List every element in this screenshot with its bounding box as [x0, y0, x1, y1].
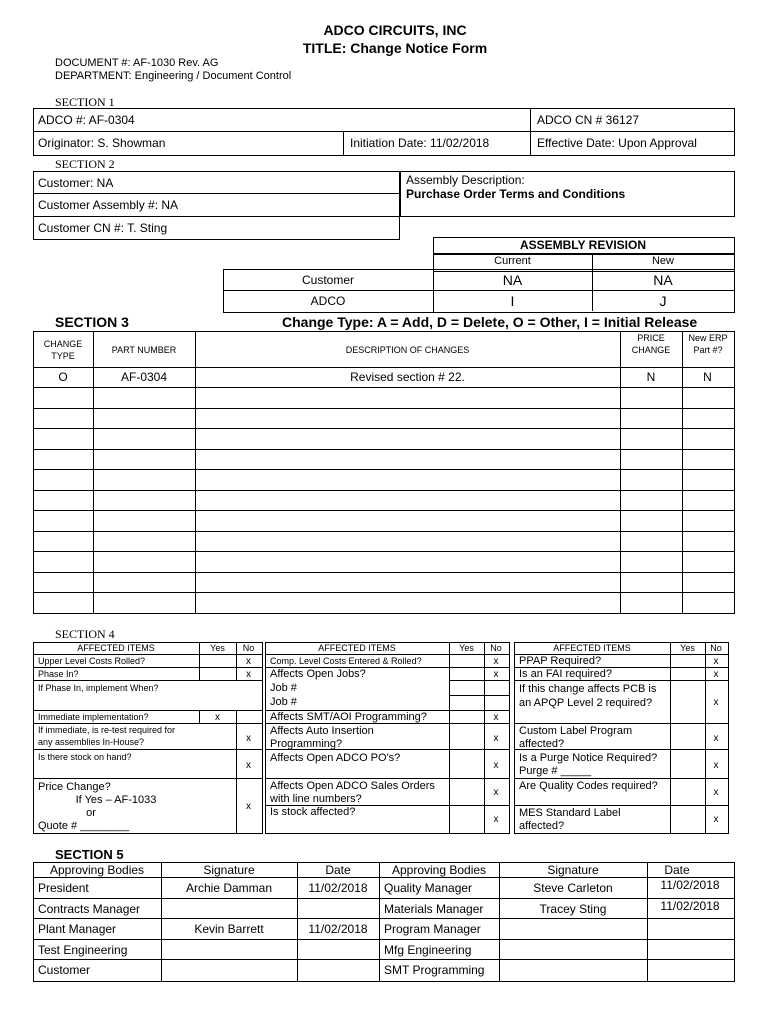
department: DEPARTMENT: Engineering / Document Control — [55, 70, 292, 82]
revision-adco-label: ADCO — [310, 294, 346, 308]
section5-label: SECTION 5 — [55, 847, 124, 862]
c3-hdr-no: No — [710, 643, 722, 653]
stock-on-hand: Is there stock on hand? — [38, 752, 132, 762]
c3-hdr-items: AFFECTED ITEMS — [553, 643, 631, 653]
affects-sales-orders-no: x — [493, 787, 499, 798]
approver-president: President — [38, 881, 89, 895]
phase-in-when: If Phase In, implement When? — [38, 683, 159, 693]
col-part-number: PART NUMBER — [111, 345, 177, 355]
hdr-date-left: Date — [325, 863, 351, 877]
stock-affected-no: x — [493, 814, 499, 825]
hdr-bodies-left: Approving Bodies — [49, 863, 145, 877]
approver-contracts-manager: Contracts Manager — [38, 902, 141, 916]
stock-affected: Is stock affected? — [270, 806, 356, 818]
affects-smt-aoi-no: x — [493, 712, 499, 723]
initiation-date: Initiation Date: 11/02/2018 — [350, 136, 490, 150]
purge-number: Purge # _____ — [519, 765, 592, 777]
price-change-no: x — [246, 801, 251, 812]
price-change-form: If Yes – AF-1033 — [75, 794, 157, 806]
upper-level-costs: Upper Level Costs Rolled? — [38, 656, 146, 666]
assembly-description-value: Purchase Order Terms and Conditions — [406, 187, 626, 201]
section2-label: SECTION 2 — [55, 157, 115, 171]
comp-level-costs: Comp. Level Costs Entered & Rolled? — [270, 656, 422, 666]
comp-level-costs-no: x — [493, 656, 499, 667]
mes-label-no: x — [713, 814, 719, 825]
signature-plant-manager: Kevin Barrett — [194, 922, 264, 936]
purge-notice-no: x — [713, 760, 719, 771]
company-name: ADCO CIRCUITS, INC — [323, 22, 467, 38]
c1-hdr-yes: Yes — [210, 643, 225, 653]
customer-cn: Customer CN #: T. Sting — [38, 221, 168, 235]
date-quality-manager: 11/02/2018 — [660, 878, 720, 892]
adco-new-revision: J — [659, 293, 667, 309]
approver-quality-manager: Quality Manager — [384, 881, 473, 895]
mes-label-2: affected? — [519, 820, 565, 832]
job-number-1: Job # — [270, 682, 297, 694]
revision-customer-label: Customer — [301, 273, 354, 287]
immediate-implementation-yes: x — [215, 712, 220, 723]
section1-label: SECTION 1 — [55, 95, 115, 109]
c1-hdr-items: AFFECTED ITEMS — [77, 643, 155, 653]
approver-smt-programming: SMT Programming — [384, 963, 485, 977]
row1-description: Revised section # 22. — [350, 370, 465, 384]
apqp-line1: If this change affects PCB is — [519, 683, 657, 695]
document-number: DOCUMENT #: AF-1030 Rev. AG — [55, 57, 219, 69]
affects-open-jobs-no: x — [493, 669, 499, 680]
assembly-description-label: Assembly Description: — [406, 173, 525, 187]
approver-customer: Customer — [38, 963, 91, 977]
affects-auto-insertion-1: Affects Auto Insertion — [270, 725, 374, 737]
adco-current-revision: I — [510, 293, 515, 309]
signature-quality-manager: Steve Carleton — [533, 881, 613, 895]
change-type-legend: Change Type: A = Add, D = Delete, O = Other, I = Initial Release — [282, 314, 698, 330]
purge-notice-1: Is a Purge Notice Required? — [519, 752, 658, 764]
originator: Originator: S. Showman — [38, 136, 166, 150]
mes-label-1: MES Standard Label — [519, 807, 621, 819]
price-change: Price Change? — [38, 781, 111, 793]
revision-new-label: New — [651, 255, 674, 267]
affects-auto-insertion-2: Programming? — [270, 738, 343, 750]
c2-hdr-no: No — [490, 643, 502, 653]
c3-hdr-yes: Yes — [680, 643, 695, 653]
customer-new-revision: NA — [653, 272, 673, 288]
c1-hdr-no: No — [242, 643, 255, 653]
quality-codes-no: x — [713, 787, 719, 798]
signature-materials-manager: Tracey Sting — [539, 902, 607, 916]
row1-price-change: N — [646, 370, 656, 384]
approver-materials-manager: Materials Manager — [384, 902, 484, 916]
customer: Customer: NA — [38, 176, 114, 190]
approver-mfg-engineering: Mfg Engineering — [384, 943, 472, 957]
section4-label: SECTION 4 — [55, 627, 115, 641]
custom-label-2: affected? — [519, 738, 565, 750]
revision-current-label: Current — [494, 255, 531, 267]
fai-required-no: x — [713, 669, 719, 680]
hdr-signature-right: Signature — [547, 863, 599, 877]
apqp-line2: an APQP Level 2 required? — [519, 697, 653, 709]
col-new-erp: New ERP Part #? — [688, 333, 728, 355]
adco-number: ADCO #: AF-0304 — [38, 113, 135, 127]
stock-on-hand-no: x — [246, 760, 251, 771]
hdr-bodies-right: Approving Bodies — [391, 863, 487, 877]
ppap-required-no: x — [713, 656, 719, 667]
affects-open-pos: Affects Open ADCO PO's? — [270, 752, 401, 764]
hdr-signature-left: Signature — [203, 863, 255, 877]
adco-cn: ADCO CN # 36127 — [537, 113, 640, 127]
c2-hdr-items: AFFECTED ITEMS — [318, 643, 396, 653]
custom-label-1: Custom Label Program — [519, 725, 633, 737]
retest-no: x — [246, 733, 251, 744]
col-price-change: PRICE CHANGE — [631, 333, 671, 355]
customer-current-revision: NA — [502, 272, 523, 288]
phase-in: Phase In? — [38, 669, 79, 679]
date-president: 11/02/2018 — [308, 881, 368, 895]
phase-in-no: x — [246, 669, 251, 680]
hdr-date-right: Date — [664, 863, 690, 877]
custom-label-no: x — [713, 733, 719, 744]
fai-required: Is an FAI required? — [519, 668, 612, 680]
affects-sales-orders-1: Affects Open ADCO Sales Orders — [270, 780, 435, 792]
upper-level-costs-no: x — [246, 656, 251, 667]
retest-line2: any assemblies In-House? — [38, 737, 145, 747]
immediate-implementation: Immediate implementation? — [38, 712, 149, 722]
row1-change-type: O — [58, 370, 68, 384]
customer-assembly: Customer Assembly #: NA — [38, 198, 179, 212]
c2-hdr-yes: Yes — [459, 643, 474, 653]
price-change-or: or — [86, 807, 96, 819]
col-description: DESCRIPTION OF CHANGES — [345, 345, 470, 355]
affects-auto-insertion-no: x — [493, 733, 499, 744]
retest-line1: If immediate, is re-test required for — [38, 725, 176, 735]
approver-program-manager: Program Manager — [384, 922, 481, 936]
approver-test-engineering: Test Engineering — [38, 943, 128, 957]
affects-open-pos-no: x — [493, 760, 499, 771]
form-title: TITLE: Change Notice Form — [302, 40, 488, 56]
assembly-revision-title: ASSEMBLY REVISION — [519, 238, 647, 252]
affects-smt-aoi: Affects SMT/AOI Programming? — [270, 711, 427, 723]
row1-part-number: AF-0304 — [120, 370, 168, 384]
quality-codes: Are Quality Codes required? — [519, 780, 658, 792]
job-number-2: Job # — [270, 696, 297, 708]
effective-date: Effective Date: Upon Approval — [537, 136, 697, 150]
apqp-no: x — [713, 697, 719, 708]
section3-label: SECTION 3 — [55, 314, 129, 330]
affects-sales-orders-2: with line numbers? — [270, 793, 362, 805]
ppap-required: PPAP Required? — [519, 655, 602, 667]
col-change-type: CHANGE TYPE — [43, 339, 83, 361]
signature-president: Archie Damman — [185, 881, 273, 895]
affects-open-jobs: Affects Open Jobs? — [270, 668, 366, 680]
approver-plant-manager: Plant Manager — [38, 922, 117, 936]
date-plant-manager: 11/02/2018 — [308, 922, 368, 936]
row1-new-erp: N — [703, 370, 712, 384]
quote-number: Quote # ________ — [38, 820, 130, 832]
date-materials-manager: 11/02/2018 — [660, 899, 720, 913]
